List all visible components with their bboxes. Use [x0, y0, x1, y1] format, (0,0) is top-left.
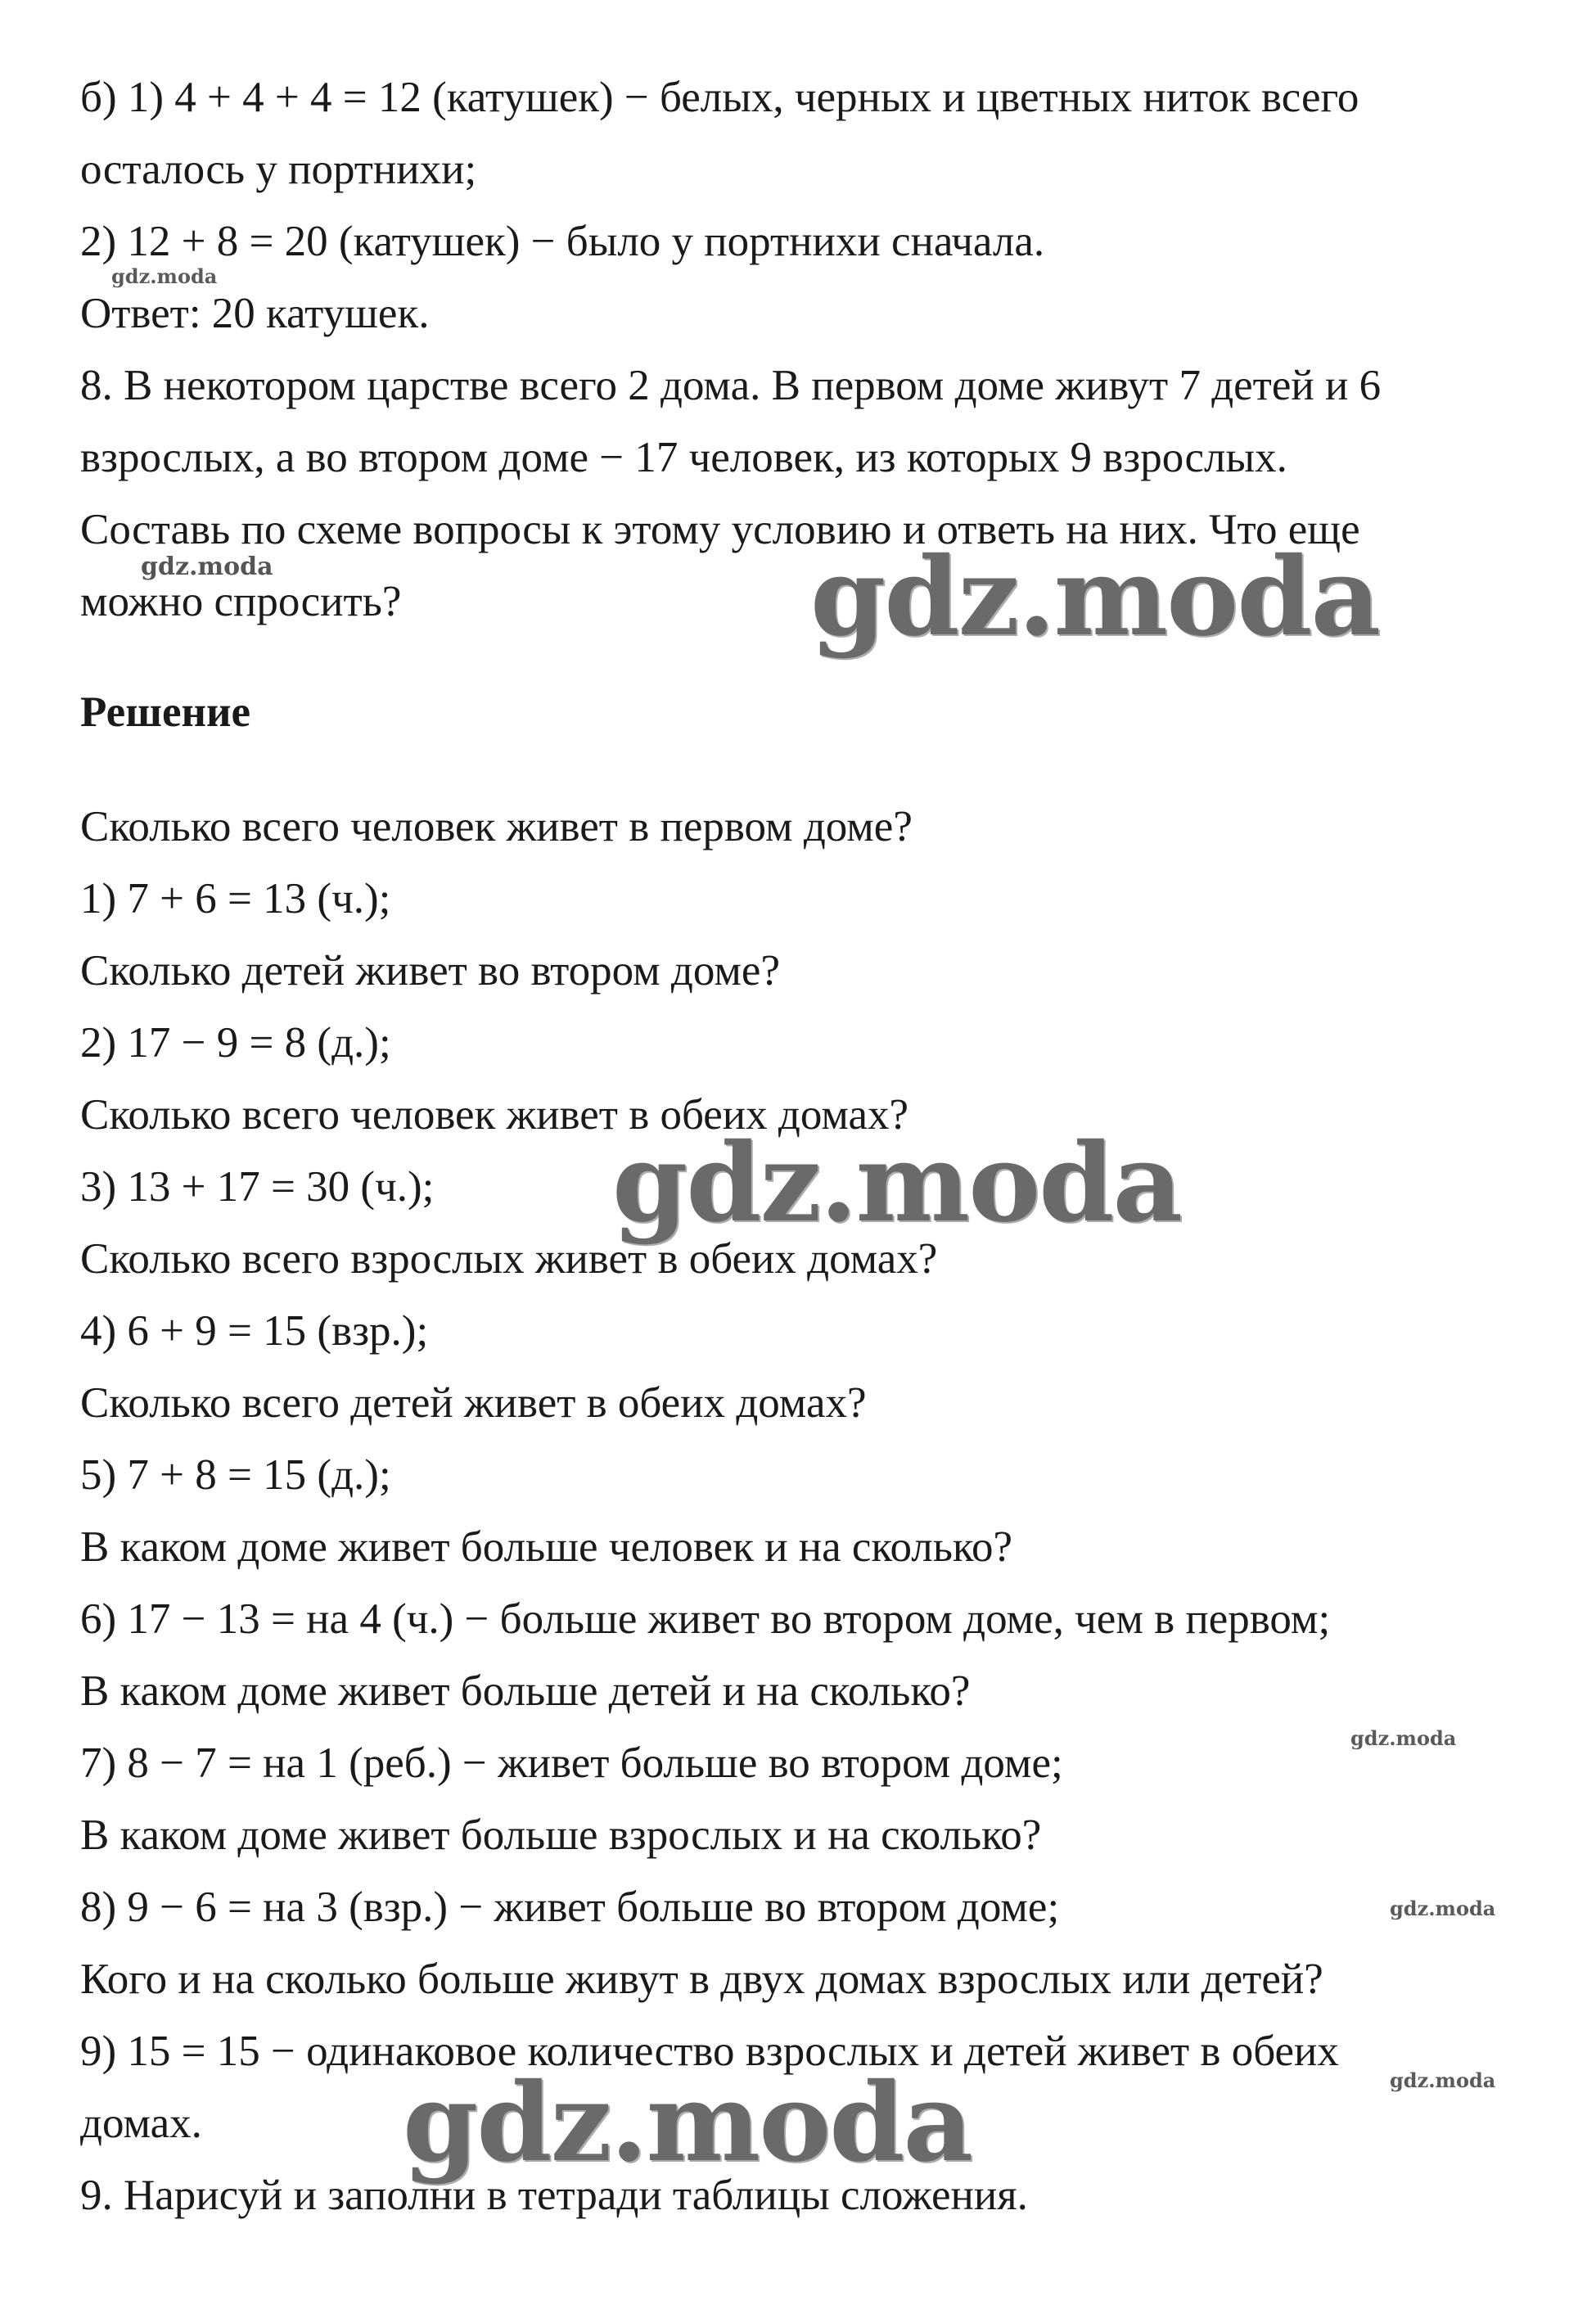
watermark-small: gdz.moda: [141, 553, 273, 581]
watermark-small: gdz.moda: [1390, 2068, 1496, 2092]
answer-line: 4) 6 + 9 = 15 (взр.);: [80, 1307, 429, 1355]
question-line: Сколько всего взрослых живет в обеих домах?: [80, 1235, 938, 1283]
watermark-large: gdz.moda: [403, 2059, 972, 2186]
answer-line: 7) 8 − 7 = на 1 (реб.) − живет больше во втором доме;: [80, 1739, 1063, 1787]
task-8-text: 8. В некотором царстве всего 2 дома. В первом доме живут 7 детей и 6: [80, 362, 1382, 409]
answer-line: 6) 17 − 13 = на 4 (ч.) − больше живет во втором доме, чем в первом;: [80, 1595, 1331, 1643]
solution-heading: Решение: [80, 688, 251, 736]
answer-line: 5) 7 + 8 = 15 (д.);: [80, 1451, 391, 1499]
question-line: Сколько детей живет во втором доме?: [80, 947, 780, 995]
task-8-text: можно спросить?: [80, 578, 402, 625]
watermark-large: gdz.moda: [612, 1120, 1182, 1247]
answer-line: 1) 7 + 6 = 13 (ч.);: [80, 875, 391, 922]
watermark-small: gdz.moda: [1350, 1726, 1457, 1750]
question-line: В каком доме живет больше взрослых и на сколько?: [80, 1811, 1042, 1859]
text-line: б) 1) 4 + 4 + 4 = 12 (катушек) − белых, черных и цветных ниток всего: [80, 74, 1359, 121]
question-line: Сколько всего детей живет в обеих домах?: [80, 1379, 867, 1427]
watermark-large: gdz.moda: [810, 534, 1380, 661]
task-8-text: взрослых, а во втором доме − 17 человек, из которых 9 взрослых.: [80, 434, 1287, 481]
answer-line: 2) 17 − 9 = 8 (д.);: [80, 1019, 391, 1067]
question-line: В каком доме живет больше детей и на сколько?: [80, 1667, 971, 1715]
answer-line: домах.: [80, 2100, 202, 2147]
answer-line: 9) 15 = 15 − одинаковое количество взрослых и детей живет в обеих: [80, 2028, 1339, 2075]
question-line: В каком доме живет больше человек и на сколько?: [80, 1523, 1012, 1571]
task-9-text: 9. Нарисуй и заполни в тетради таблицы сложения.: [80, 2172, 1028, 2219]
question-line: Сколько всего человек живет в первом доме?: [80, 803, 913, 850]
watermark-small: gdz.moda: [111, 264, 218, 288]
question-line: Сколько всего человек живет в обеих домах?: [80, 1091, 909, 1139]
answer-line: 8) 9 − 6 = на 3 (взр.) − живет больше во втором доме;: [80, 1883, 1060, 1931]
text-line: 2) 12 + 8 = 20 (катушек) − было у портнихи сначала.: [80, 218, 1045, 265]
text-line: осталось у портнихи;: [80, 146, 477, 193]
watermark-small: gdz.moda: [1390, 1897, 1496, 1920]
task-8-text: Составь по схеме вопросы к этому условию и ответь на них. Что еще: [80, 506, 1360, 553]
question-line: Кого и на сколько больше живут в двух домах взрослых или детей?: [80, 1955, 1323, 2003]
answer-line: 3) 13 + 17 = 30 (ч.);: [80, 1163, 435, 1211]
text-line: Ответ: 20 катушек.: [80, 290, 430, 337]
